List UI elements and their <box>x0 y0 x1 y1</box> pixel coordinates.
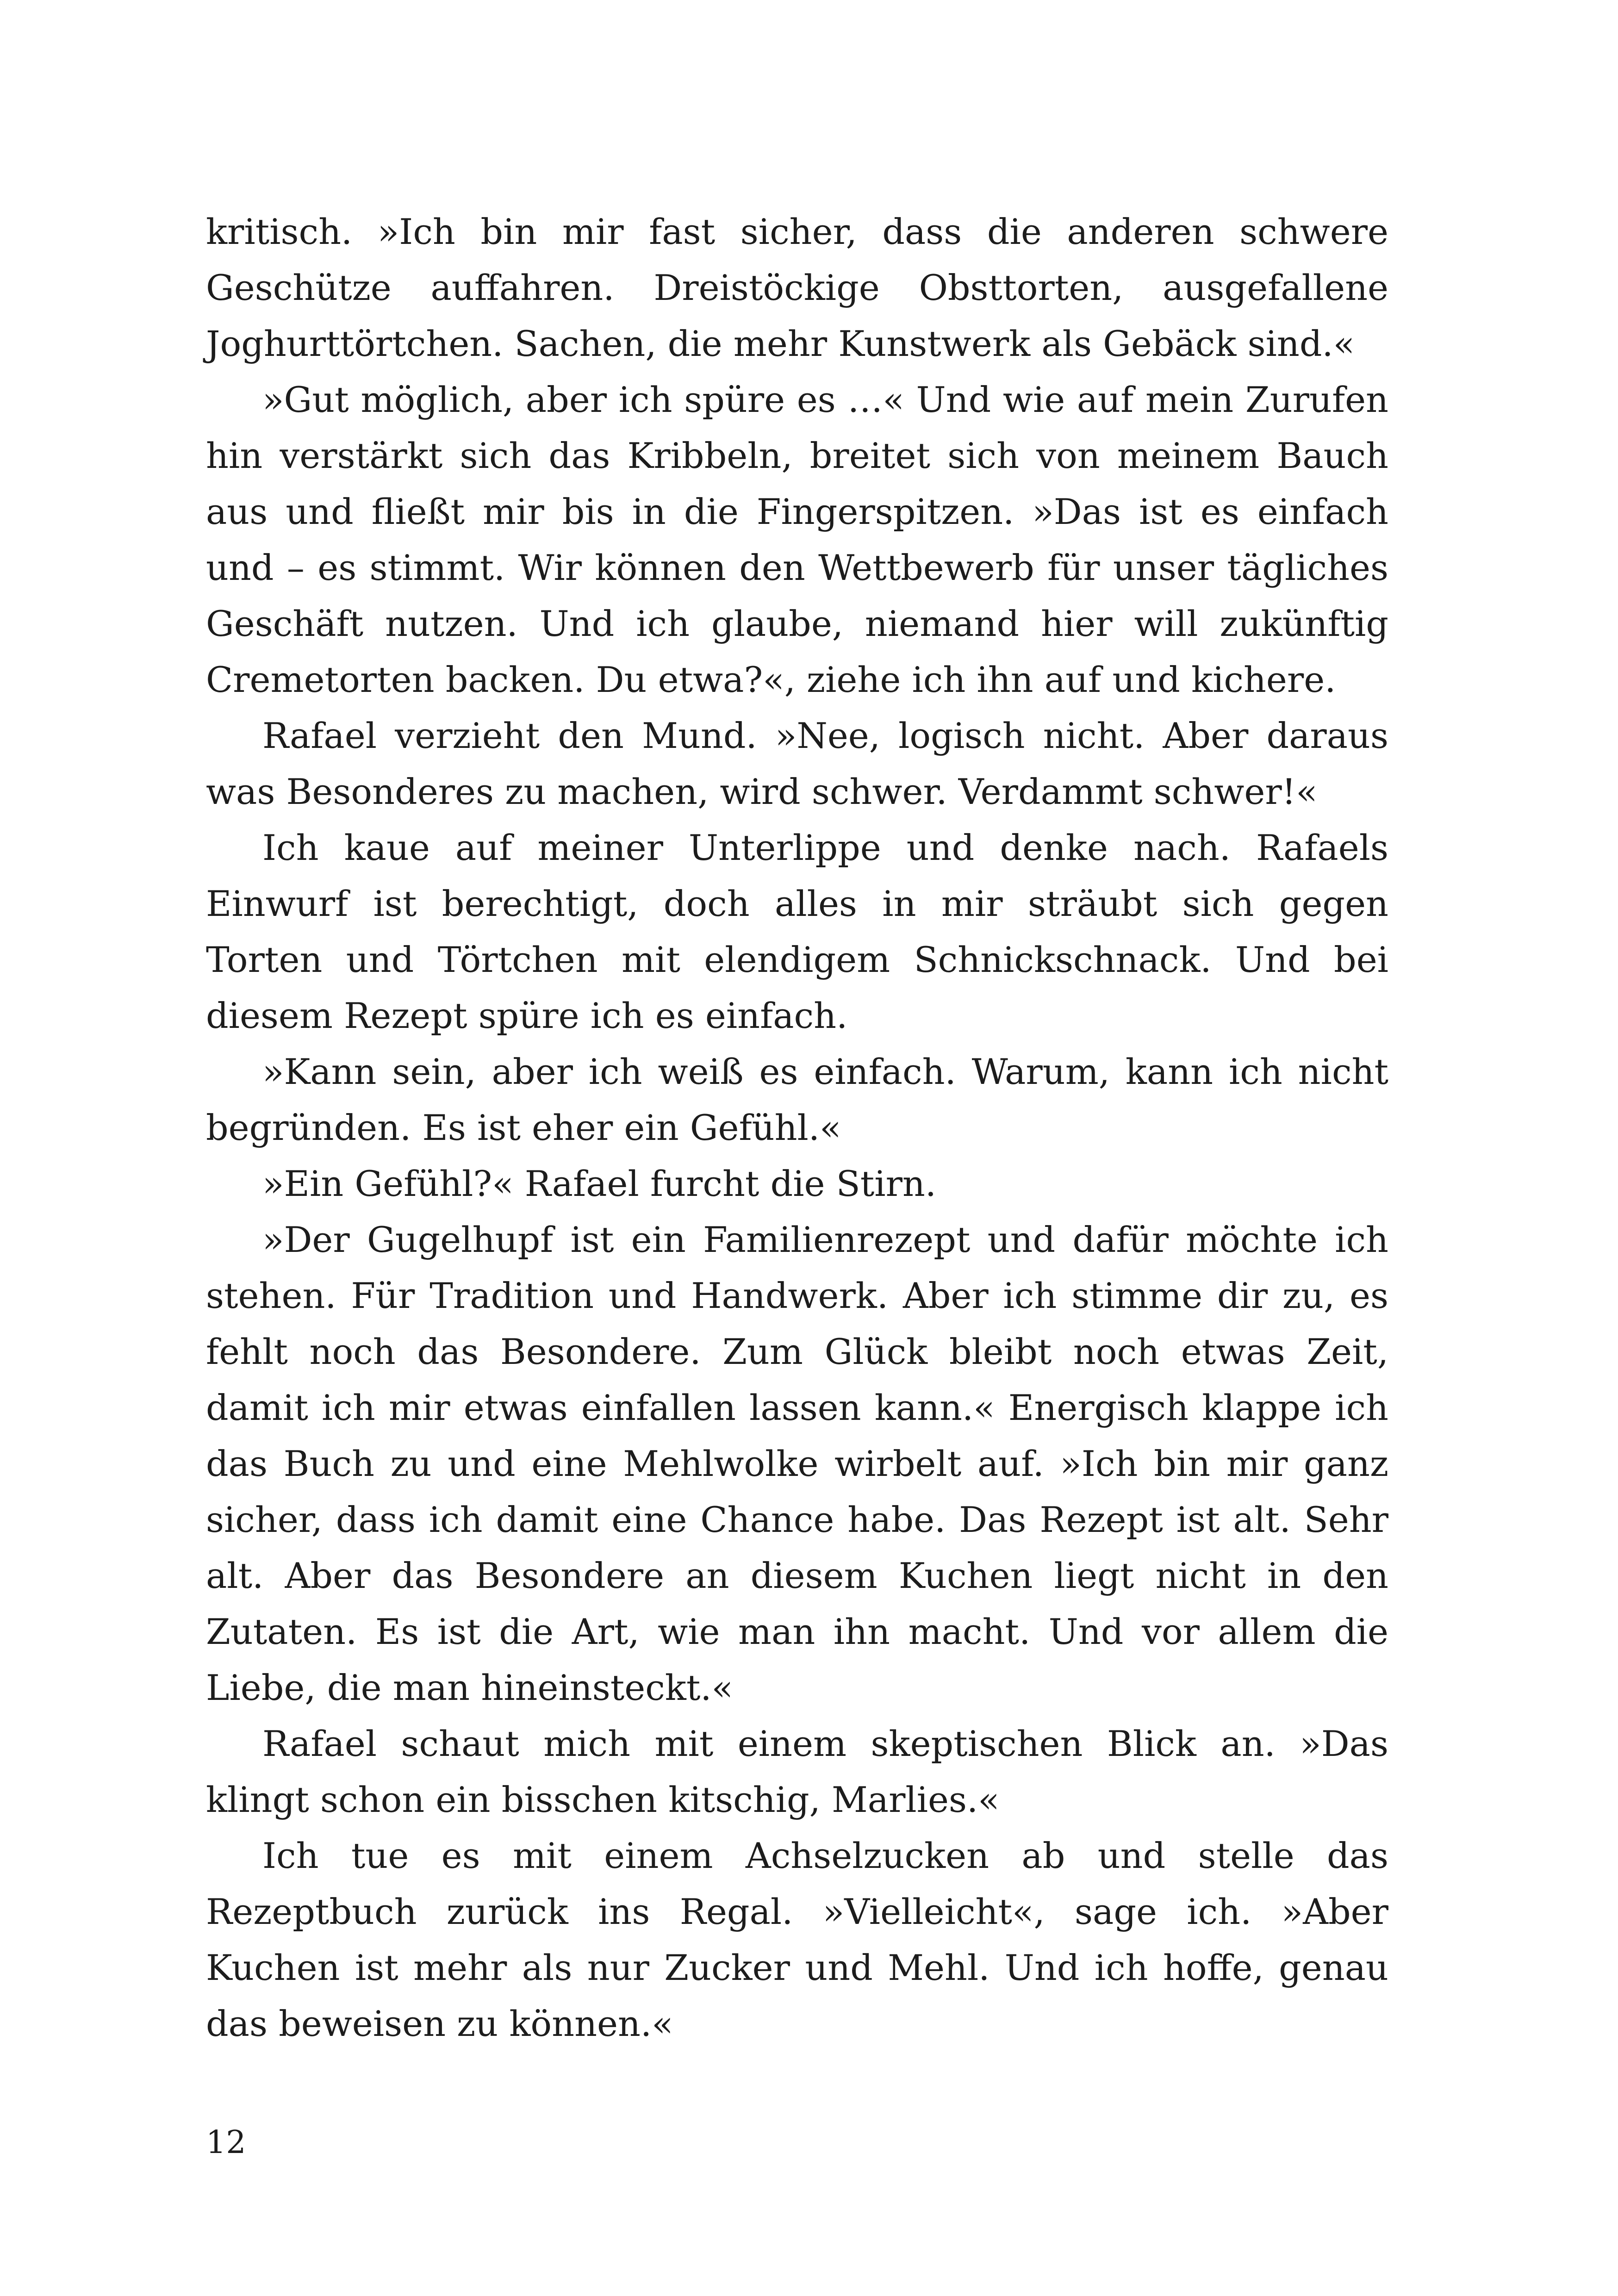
paragraph-6: »Ein Gefühl?« Rafael furcht die Stirn. <box>262 1163 937 1204</box>
paragraph-5: »Kann sein, aber ich weiß es einfach. Warum, kann ich nicht begründen. Es ist eher ein Gefühl.« <box>206 1051 1388 1148</box>
paragraph-3: Rafael verzieht den Mund. »Nee, logisch nicht. Aber daraus was Besonderes zu machen, wird schwer. Verdammt schwer!« <box>206 715 1388 812</box>
page-number: 12 <box>206 2124 246 2161</box>
body-text <box>206 204 1388 2052</box>
paragraph-4: Ich kaue auf meiner Unterlippe und denke nach. Rafaels Einwurf ist berechtigt, doch alles in mir sträubt sich gegen Torten und Törtchen mit elendigem Schnickschnack. Und bei diesem Rezept spüre ich es einfach. <box>206 827 1388 1036</box>
paragraph-1: kritisch. »Ich bin mir fast sicher, dass die anderen schwere Geschütze auffahren. Dreistöckige Obsttorten, ausgefallene Joghurttörtchen. Sachen, die mehr Kunstwerk als Gebäck sind.« <box>206 211 1388 364</box>
paragraph-2: »Gut möglich, aber ich spüre es …« Und wie auf mein Zurufen hin verstärkt sich das Kribbeln, breitet sich von meinem Bauch aus und fließt mir bis in die Fingerspitzen. »Das ist es einfach und – es stimmt. Wir können den Wettbewerb für unser tägliches Geschäft nutzen. Und ich glaube, niemand hier will zukünftig Cremetorten backen. Du etwa?«, ziehe ich ihn auf und kichere. <box>206 379 1388 700</box>
paragraph-7: »Der Gugelhupf ist ein Familienrezept und dafür möchte ich stehen. Für Tradition und Handwerk. Aber ich stimme dir zu, es fehlt noch das Besondere. Zum Glück bleibt noch etwas Zeit, damit ich mir etwas einfallen lassen kann.« Energisch klappe ich das Buch zu und eine Mehlwolke wirbelt auf. »Ich bin mir ganz sicher, dass ich damit eine Chance habe. Das Rezept ist alt. Sehr alt. Aber das Besondere an diesem Kuchen liegt nicht in den Zutaten. Es ist die Art, wie man ihn macht. Und vor allem die Liebe, die man hineinsteckt.« <box>206 1219 1388 1708</box>
paragraph-9: Ich tue es mit einem Achselzucken ab und stelle das Rezeptbuch zurück ins Regal. »Vielleicht«, sage ich. »Aber Kuchen ist mehr als nur Zucker und Mehl. Und ich hoffe, genau das beweisen zu können.« <box>206 1835 1388 2044</box>
paragraph-8: Rafael schaut mich mit einem skeptischen Blick an. »Das klingt schon ein bisschen kitschig, Marlies.« <box>206 1723 1388 1820</box>
